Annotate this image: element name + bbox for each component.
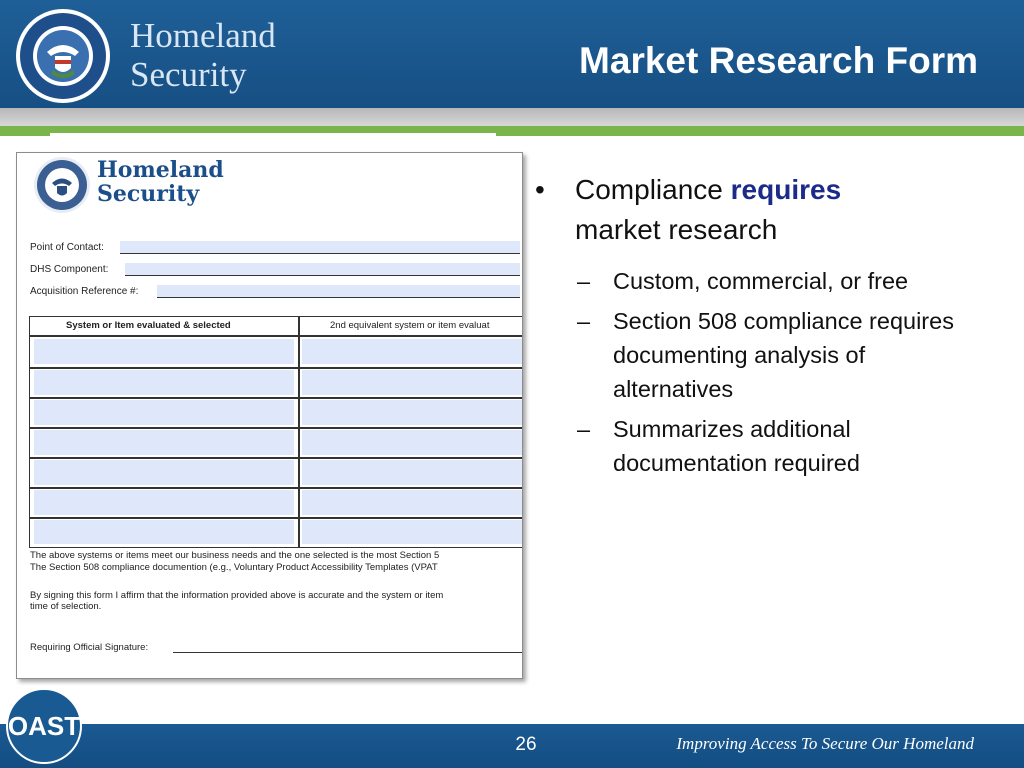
page-title: Market Research Form [579,40,978,81]
table-rule [30,397,523,399]
evaluation-table [29,316,523,548]
bullet-mark: • [535,174,545,205]
form-note-line: The Section 508 compliance documention (e.g., Voluntary Product Accessibility Templates (VPAT [30,562,438,573]
dhs-component-label: DHS Component: [30,264,109,275]
main-bullet [535,170,955,250]
table-column-divider [298,317,300,547]
form-note-line: time of selection. [30,601,102,612]
table-header-second: 2nd equivalent system or item evaluat [330,320,490,331]
form-dhs-seal-icon [33,156,91,214]
market-research-form-image [16,152,523,679]
brand-line-2: Security [130,55,247,94]
acquisition-reference-field[interactable] [157,285,520,298]
table-cell[interactable] [302,339,523,364]
bullet-list [535,170,955,486]
dash-mark: – [577,416,591,442]
table-cell[interactable] [34,370,294,395]
dash-mark: – [577,308,591,334]
signature-field[interactable] [173,652,523,653]
sub-bullet [535,264,955,298]
table-cell[interactable] [302,400,523,425]
brand-line-1: Homeland [130,16,276,55]
oast-logo-icon [2,686,86,764]
dhs-component-field[interactable] [125,263,520,276]
table-cell[interactable] [34,430,294,455]
table-rule [30,517,523,519]
table-cell[interactable] [302,460,523,485]
signature-label: Requiring Official Signature: [30,642,149,653]
table-cell[interactable] [34,400,294,425]
table-cell[interactable] [34,339,294,364]
table-cell[interactable] [34,490,294,515]
header-gray-rule [0,108,1024,126]
main-bullet-emphasis: requires [730,174,842,205]
sub-bullet [535,412,955,480]
acquisition-reference-label: Acquisition Reference #: [30,286,139,297]
form-note-line: By signing this form I affirm that the information provided above is accurate and the system or item [30,590,444,601]
main-bullet-text-pre: Compliance [575,174,731,205]
table-header-selected: System or Item evaluated & selected [66,320,231,331]
table-cell[interactable] [34,520,294,544]
main-bullet-text-post: market research [575,214,778,245]
form-brand-line-2: Security [97,181,200,207]
table-cell[interactable] [302,520,523,544]
table-cell[interactable] [302,490,523,515]
table-cell[interactable] [302,430,523,455]
table-rule [30,487,523,489]
point-of-contact-field[interactable] [120,241,520,254]
table-rule [30,427,523,429]
form-note-line: The above systems or items meet our business needs and the one selected is the most Section 5 [30,550,440,561]
table-cell[interactable] [34,460,294,485]
brand-wordmark [130,16,276,94]
form-brand-wordmark [97,158,224,206]
sub-bullet-text: Custom, commercial, or free [613,268,909,294]
sub-bullet-text: Section 508 compliance requires documenting analysis of alternatives [613,308,954,402]
sub-bullet-text: Summarizes additional documentation required [613,416,860,476]
sub-bullet [535,304,955,406]
svg-text:OAST: OAST [7,711,81,741]
table-rule [30,457,523,459]
point-of-contact-label: Point of Contact: [30,242,104,253]
table-rule [30,335,523,337]
table-cell[interactable] [302,370,523,395]
page-number: 26 [515,734,537,755]
header-white-rule [50,133,496,136]
footer-tagline: Improving Access To Secure Our Homeland [676,734,974,753]
dhs-seal-icon [15,8,111,104]
dash-mark: – [577,268,591,294]
table-rule [30,367,523,369]
form-brand-line-1: Homeland [97,157,224,183]
